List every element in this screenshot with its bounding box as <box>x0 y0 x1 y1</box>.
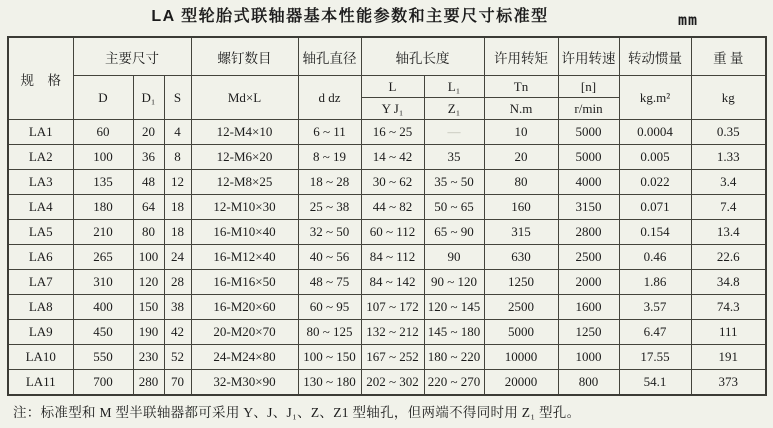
table-cell: 0.0004 <box>619 120 691 145</box>
row-spec: LA5 <box>8 220 73 245</box>
table-cell: 12-M8×25 <box>191 170 298 195</box>
table-cell: 90 ~ 120 <box>424 270 484 295</box>
table-cell: 64 <box>133 195 164 220</box>
table-cell: 100 <box>73 145 133 170</box>
table-cell: 24-M24×80 <box>191 345 298 370</box>
table-cell: 24 <box>164 245 191 270</box>
table-cell: 32 ~ 50 <box>298 220 361 245</box>
table-cell: 80 ~ 125 <box>298 320 361 345</box>
table-cell: 3150 <box>558 195 619 220</box>
table-cell: 191 <box>691 345 766 370</box>
table-cell: 48 ~ 75 <box>298 270 361 295</box>
table-row <box>8 120 766 145</box>
table-cell: 20 <box>484 145 558 170</box>
table-cell: 35 <box>424 145 484 170</box>
table-cell: 8 ~ 19 <box>298 145 361 170</box>
table-cell: 60 ~ 95 <box>298 295 361 320</box>
table-cell: 5000 <box>558 145 619 170</box>
table-cell: 100 <box>133 245 164 270</box>
table-cell: 16-M12×40 <box>191 245 298 270</box>
table-cell: 14 ~ 42 <box>361 145 424 170</box>
row-spec: LA2 <box>8 145 73 170</box>
table-row <box>8 145 766 170</box>
table-body <box>8 120 766 396</box>
table-cell: 1250 <box>558 320 619 345</box>
table-cell: 132 ~ 212 <box>361 320 424 345</box>
table-cell: 10000 <box>484 345 558 370</box>
table-cell: — <box>424 120 484 145</box>
table-cell: 18 <box>164 195 191 220</box>
table-cell: 1250 <box>484 270 558 295</box>
table-cell: 90 <box>424 245 484 270</box>
row-spec: LA9 <box>8 320 73 345</box>
table-cell: 2000 <box>558 270 619 295</box>
col-header-YJ1: Y J₁ <box>361 98 424 120</box>
row-spec: LA8 <box>8 295 73 320</box>
table-cell: 0.46 <box>619 245 691 270</box>
table-cell: 80 <box>484 170 558 195</box>
table-row <box>8 320 766 345</box>
col-header-speed: 许用转速 <box>558 37 619 76</box>
table-cell: 130 ~ 180 <box>298 370 361 396</box>
row-spec: LA1 <box>8 120 73 145</box>
table-cell: 450 <box>73 320 133 345</box>
table-cell: 52 <box>164 345 191 370</box>
table-cell: 60 <box>73 120 133 145</box>
page-title: LA 型轮胎式联轴器基本性能参数和主要尺寸标准型 <box>151 8 549 25</box>
table-cell: 10 <box>484 120 558 145</box>
table-cell: 180 ~ 220 <box>424 345 484 370</box>
row-spec: LA11 <box>8 370 73 396</box>
table-cell: 36 <box>133 145 164 170</box>
table-cell: 20 <box>133 120 164 145</box>
table-cell: 180 <box>73 195 133 220</box>
table-cell: 16 ~ 25 <box>361 120 424 145</box>
table-cell: 220 ~ 270 <box>424 370 484 396</box>
table-cell: 18 ~ 28 <box>298 170 361 195</box>
table-cell: 1.33 <box>691 145 766 170</box>
col-header-spec: 规 格 <box>8 37 73 120</box>
table-cell: 315 <box>484 220 558 245</box>
table-cell: 12-M10×30 <box>191 195 298 220</box>
table-cell: 150 <box>133 295 164 320</box>
table-cell: 18 <box>164 220 191 245</box>
table-cell: 5000 <box>558 120 619 145</box>
table-cell: 70 <box>164 370 191 396</box>
table-cell: 50 ~ 65 <box>424 195 484 220</box>
table-cell: 22.6 <box>691 245 766 270</box>
table-cell: 4 <box>164 120 191 145</box>
table-cell: 265 <box>73 245 133 270</box>
table-cell: 3.4 <box>691 170 766 195</box>
table-row <box>8 295 766 320</box>
col-header-weight: 重 量 <box>691 37 766 76</box>
col-header-n: [n] <box>558 76 619 98</box>
table-cell: 16-M20×60 <box>191 295 298 320</box>
coupling-spec-table <box>7 36 767 396</box>
header-row-1 <box>8 37 766 76</box>
table-cell: 30 ~ 62 <box>361 170 424 195</box>
table-cell: 160 <box>484 195 558 220</box>
table-cell: 16-M16×50 <box>191 270 298 295</box>
col-header-D1: D₁ <box>133 76 164 120</box>
table-cell: 120 <box>133 270 164 295</box>
table-cell: 280 <box>133 370 164 396</box>
table-cell: 3.57 <box>619 295 691 320</box>
table-cell: 0.154 <box>619 220 691 245</box>
table-cell: 135 <box>73 170 133 195</box>
table-cell: 20000 <box>484 370 558 396</box>
table-row <box>8 270 766 295</box>
table-cell: 100 ~ 150 <box>298 345 361 370</box>
col-header-Tn: Tn <box>484 76 558 98</box>
table-cell: 60 ~ 112 <box>361 220 424 245</box>
col-header-inertia: 转动惯量 <box>619 37 691 76</box>
table-cell: 800 <box>558 370 619 396</box>
col-header-main-dims: 主要尺寸 <box>73 37 191 76</box>
table-cell: 210 <box>73 220 133 245</box>
table-cell: 0.005 <box>619 145 691 170</box>
table-cell: 111 <box>691 320 766 345</box>
table-row <box>8 370 766 396</box>
col-header-Z1: Z₁ <box>424 98 484 120</box>
table-cell: 13.4 <box>691 220 766 245</box>
table-cell: 48 <box>133 170 164 195</box>
row-spec: LA4 <box>8 195 73 220</box>
table-cell: 550 <box>73 345 133 370</box>
table-cell: 107 ~ 172 <box>361 295 424 320</box>
table-cell: 1000 <box>558 345 619 370</box>
table-cell: 202 ~ 302 <box>361 370 424 396</box>
table-cell: 38 <box>164 295 191 320</box>
table-cell: 230 <box>133 345 164 370</box>
table-cell: 17.55 <box>619 345 691 370</box>
table-cell: 40 ~ 56 <box>298 245 361 270</box>
table-cell: 7.4 <box>691 195 766 220</box>
table-cell: 6.47 <box>619 320 691 345</box>
unit-label: mm <box>678 11 699 29</box>
table-row <box>8 245 766 270</box>
table-cell: 700 <box>73 370 133 396</box>
table-cell: 80 <box>133 220 164 245</box>
table-cell: 190 <box>133 320 164 345</box>
table-cell: 1.86 <box>619 270 691 295</box>
table-cell: 630 <box>484 245 558 270</box>
table-cell: 400 <box>73 295 133 320</box>
col-header-Nm: N.m <box>484 98 558 120</box>
col-header-MdxL: Md×L <box>191 76 298 120</box>
table-cell: 373 <box>691 370 766 396</box>
table-cell: 32-M30×90 <box>191 370 298 396</box>
col-header-inertia-unit: kg.m² <box>619 76 691 120</box>
col-header-torque: 许用转矩 <box>484 37 558 76</box>
table-cell: 8 <box>164 145 191 170</box>
row-spec: LA3 <box>8 170 73 195</box>
table-cell: 34.8 <box>691 270 766 295</box>
col-header-D: D <box>73 76 133 120</box>
table-cell: 44 ~ 82 <box>361 195 424 220</box>
table-cell: 0.022 <box>619 170 691 195</box>
table-row <box>8 220 766 245</box>
table-row <box>8 345 766 370</box>
table-cell: 2500 <box>558 245 619 270</box>
table-cell: 12-M4×10 <box>191 120 298 145</box>
table-cell: 42 <box>164 320 191 345</box>
col-header-rpm: r/min <box>558 98 619 120</box>
table-cell: 6 ~ 11 <box>298 120 361 145</box>
table-row <box>8 195 766 220</box>
col-header-screws: 螺钉数目 <box>191 37 298 76</box>
table-cell: 74.3 <box>691 295 766 320</box>
table-cell: 1600 <box>558 295 619 320</box>
row-spec: LA6 <box>8 245 73 270</box>
table-cell: 0.35 <box>691 120 766 145</box>
table-cell: 120 ~ 145 <box>424 295 484 320</box>
col-header-L1: L₁ <box>424 76 484 98</box>
table-cell: 84 ~ 112 <box>361 245 424 270</box>
table-cell: 16-M10×40 <box>191 220 298 245</box>
row-spec: LA7 <box>8 270 73 295</box>
row-spec: LA10 <box>8 345 73 370</box>
table-cell: 2800 <box>558 220 619 245</box>
table-cell: 5000 <box>484 320 558 345</box>
table-cell: 2500 <box>484 295 558 320</box>
header-row-2 <box>8 76 766 98</box>
table-cell: 20-M20×70 <box>191 320 298 345</box>
col-header-weight-unit: kg <box>691 76 766 120</box>
table-cell: 25 ~ 38 <box>298 195 361 220</box>
col-header-L: L <box>361 76 424 98</box>
col-header-d-dz: d dz <box>298 76 361 120</box>
table-cell: 65 ~ 90 <box>424 220 484 245</box>
table-cell: 4000 <box>558 170 619 195</box>
table-cell: 12 <box>164 170 191 195</box>
table-cell: 28 <box>164 270 191 295</box>
table-cell: 12-M6×20 <box>191 145 298 170</box>
footnote: 注：标准型和 M 型半联轴器都可采用 Y、J、J₁、Z、Z1 型轴孔，但两端不得同时用 Z₁ 型孔。 <box>13 405 581 420</box>
table-row <box>8 170 766 195</box>
col-header-bore-dia: 轴孔直径 <box>298 37 361 76</box>
col-header-S: S <box>164 76 191 120</box>
table-cell: 84 ~ 142 <box>361 270 424 295</box>
table-cell: 0.071 <box>619 195 691 220</box>
col-header-bore-len: 轴孔长度 <box>361 37 484 76</box>
table-cell: 145 ~ 180 <box>424 320 484 345</box>
table-cell: 167 ~ 252 <box>361 345 424 370</box>
table-cell: 54.1 <box>619 370 691 396</box>
table-cell: 310 <box>73 270 133 295</box>
table-cell: 35 ~ 50 <box>424 170 484 195</box>
